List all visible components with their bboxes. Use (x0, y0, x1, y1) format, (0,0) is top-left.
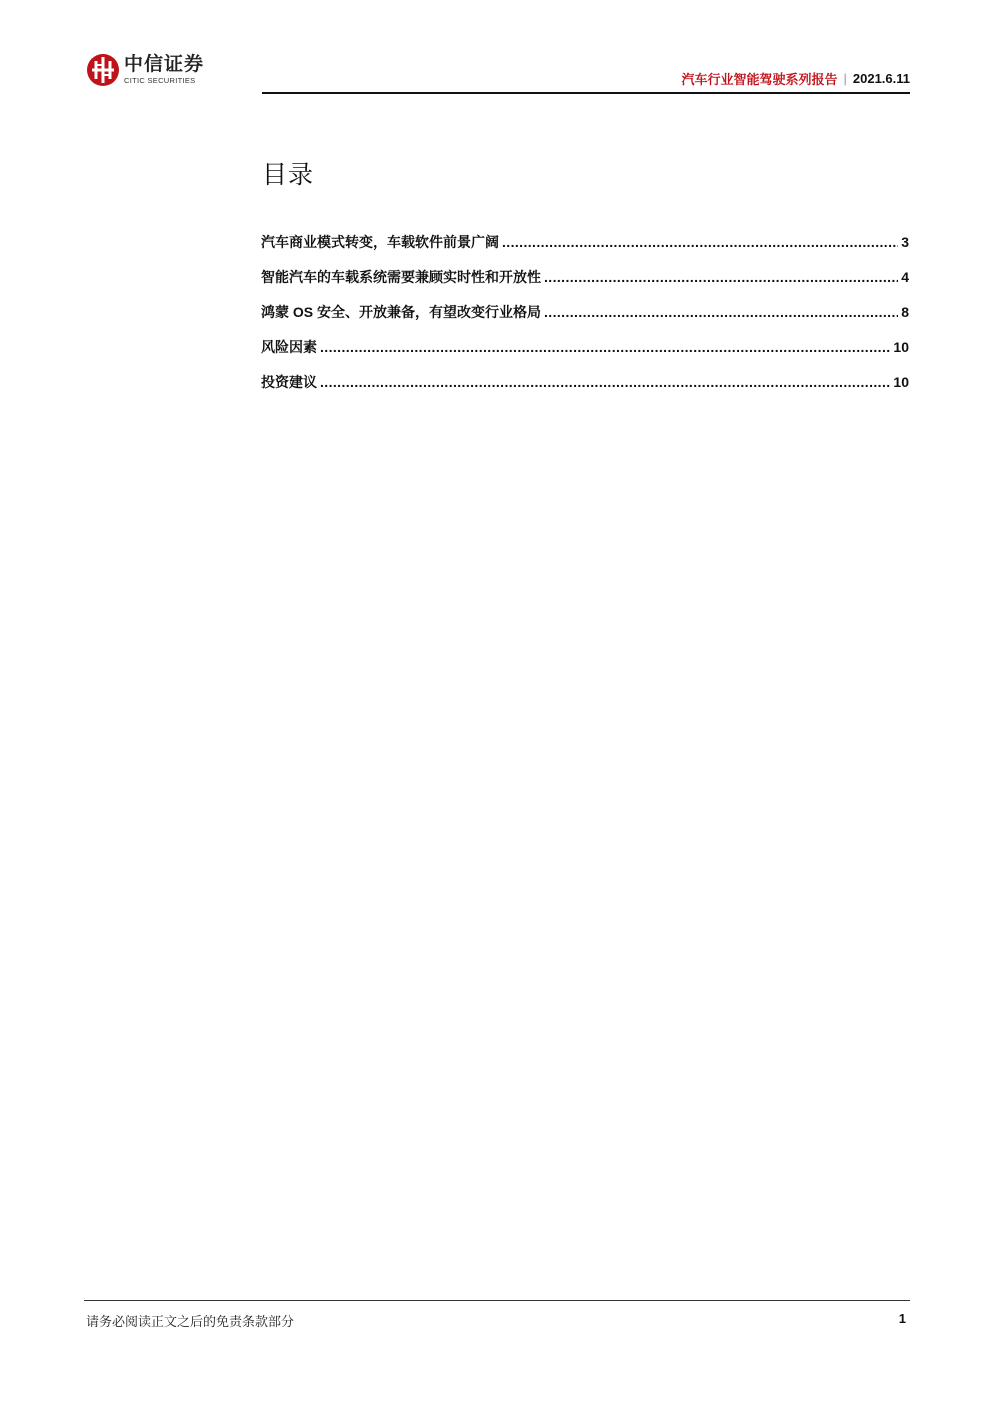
toc-leader-dots (320, 374, 890, 390)
logo-chinese-name: 中信证券 (124, 53, 205, 76)
report-series-title: 汽车行业智能驾驶系列报告 (681, 72, 838, 87)
toc-leader-dots (502, 234, 898, 250)
page-number: 1 (898, 1311, 906, 1326)
toc-entry-label: 风险因素 (261, 339, 317, 355)
toc-entry-label: 汽车商业模式转变，车载软件前景广阔 (261, 234, 499, 250)
header-divider (262, 92, 910, 94)
toc-entry-label: 鸿蒙 OS 安全、开放兼备，有望改变行业格局 (261, 304, 542, 320)
toc-heading: 目录 (262, 161, 315, 189)
toc-leader-dots (544, 269, 898, 285)
toc-entry-page: 4 (901, 269, 909, 285)
table-of-contents (261, 232, 909, 407)
toc-leader-dots (544, 304, 898, 320)
header-separator: | (843, 71, 847, 86)
toc-entry-label: 智能汽车的车载系统需要兼顾实时性和开放性 (261, 269, 541, 285)
toc-entry[interactable] (261, 302, 909, 337)
report-date: 2021.6.11 (852, 71, 910, 86)
logo-english-name: CITIC SECURITIES (124, 76, 196, 86)
toc-entry-page: 10 (893, 374, 909, 390)
toc-entry[interactable] (261, 372, 909, 407)
company-logo (86, 50, 204, 90)
toc-entry[interactable] (261, 232, 909, 267)
footer-divider (84, 1300, 910, 1301)
toc-entry-page: 8 (901, 304, 909, 320)
toc-entry-page: 3 (901, 234, 909, 250)
toc-entry-label: 投资建议 (261, 374, 317, 390)
toc-entry[interactable] (261, 267, 909, 302)
citic-logo-icon (86, 53, 120, 87)
toc-entry-page: 10 (893, 339, 909, 355)
footer-disclaimer: 请务必阅读正文之后的免责条款部分 (86, 1314, 295, 1329)
report-header (681, 69, 910, 88)
toc-entry[interactable] (261, 337, 909, 372)
toc-leader-dots (320, 339, 890, 355)
